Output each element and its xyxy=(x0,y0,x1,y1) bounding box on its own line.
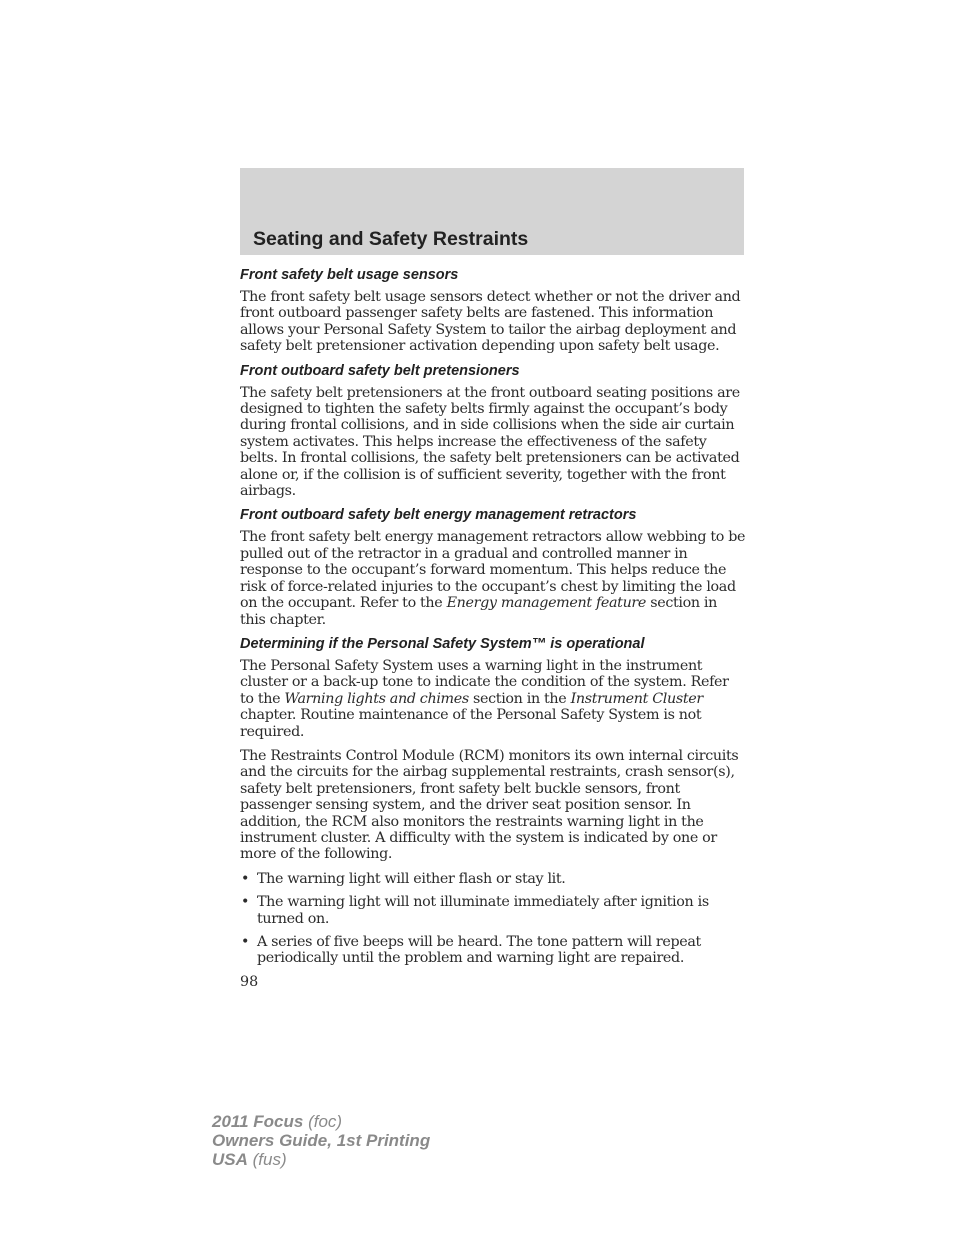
cross-reference: Instrument Cluster xyxy=(570,690,703,707)
bullet-list xyxy=(240,871,746,967)
paragraph-usage-sensors: The front safety belt usage sensors detect whether or not the driver and front outboard passenger safety belts are fastened. This information allows your Personal Safety System to tailor the airbag deployment and safety belt pretensioner activation depending upon safety belt usage. xyxy=(240,289,741,355)
section-heading-usage-sensors: Front safety belt usage sensors xyxy=(240,267,459,283)
paragraph-rcm: The Restraints Control Module (RCM) monitors its own internal circuits and the circuits for the airbag supplemental restraints, crash sensor(s), safety belt pretensioners, front safety belt buckle sensors, front passenger sensing system, and the driver seat position sensor. In addition, the RCM also monitors the restraints warning light in the instrument cluster. A difficulty with the system is indicated by one or more of the following. xyxy=(240,747,739,863)
page-number: 98 xyxy=(240,973,259,990)
cross-reference: Warning lights and chimes xyxy=(284,690,469,707)
chapter-title: Seating and Safety Restraints xyxy=(253,228,529,250)
list-item xyxy=(240,894,746,927)
footer-line-model xyxy=(212,1112,430,1131)
list-item-text: The warning light will either flash or stay lit. xyxy=(257,870,566,887)
footer-market-code: (fus) xyxy=(247,1150,287,1169)
bullet-marker: • xyxy=(241,894,250,911)
section-heading-energy-retractors: Front outboard safety belt energy management retractors xyxy=(240,507,637,524)
footer-model-code: (foc) xyxy=(303,1112,343,1131)
bullet-marker: • xyxy=(241,934,250,950)
paragraph-energy-retractors xyxy=(240,529,746,627)
text-segment: chapter. Routine maintenance of the Personal Safety System is not required. xyxy=(240,707,702,740)
paragraph-pss-warning xyxy=(240,658,746,740)
text-segment: The Personal Safety System uses a warning light in the instrument cluster or a back-up tone to indicate the condition of the system. Refer to the xyxy=(240,657,729,707)
page-content xyxy=(240,264,746,990)
footer-line-guide xyxy=(212,1131,430,1150)
footer-model: 2011 Focus xyxy=(212,1112,304,1131)
chapter-header-band xyxy=(240,168,744,255)
footer-guide: Owners Guide, 1st Printing xyxy=(212,1131,431,1150)
list-item xyxy=(240,871,746,887)
paragraph-pretensioners: The safety belt pretensioners at the front outboard seating positions are designed to tighten the safety belts firmly against the occupant’s body during frontal collisions, and in side collisions when the side air curtain system activates. This helps increase the effectiveness of the safety belts. In frontal collisions, the safety belt pretensioners can be activated alone or, if the collision is of sufficient severity, together with the front airbags. xyxy=(240,384,740,500)
document-footer xyxy=(212,1112,430,1169)
list-item-text: A series of five beeps will be heard. The tone pattern will repeat periodically until the problem and warning light are repaired. xyxy=(257,934,701,967)
footer-line-market xyxy=(212,1150,430,1169)
footer-market: USA xyxy=(212,1150,248,1169)
cross-reference: Energy management feature xyxy=(446,595,647,612)
section-heading-pretensioners: Front outboard safety belt pretensioners xyxy=(240,362,520,379)
list-item xyxy=(240,934,746,967)
section-heading-pss-operational: Determining if the Personal Safety System™ is operational xyxy=(240,635,645,652)
bullet-marker: • xyxy=(241,870,250,887)
list-item-text: The warning light will not illuminate immediately after ignition is turned on. xyxy=(257,894,709,927)
text-segment: The front safety belt energy management retractors allow webbing to be pulled out of the retractor in a gradual and controlled manner in response to the occupant’s forward momentum. This helps reduce the risk of force-related injuries to the occupant’s chest by limiting the load on the occupant. Refer to the xyxy=(240,529,746,612)
text-segment: section in this chapter. xyxy=(240,595,717,628)
text-segment: section in the xyxy=(468,690,571,707)
